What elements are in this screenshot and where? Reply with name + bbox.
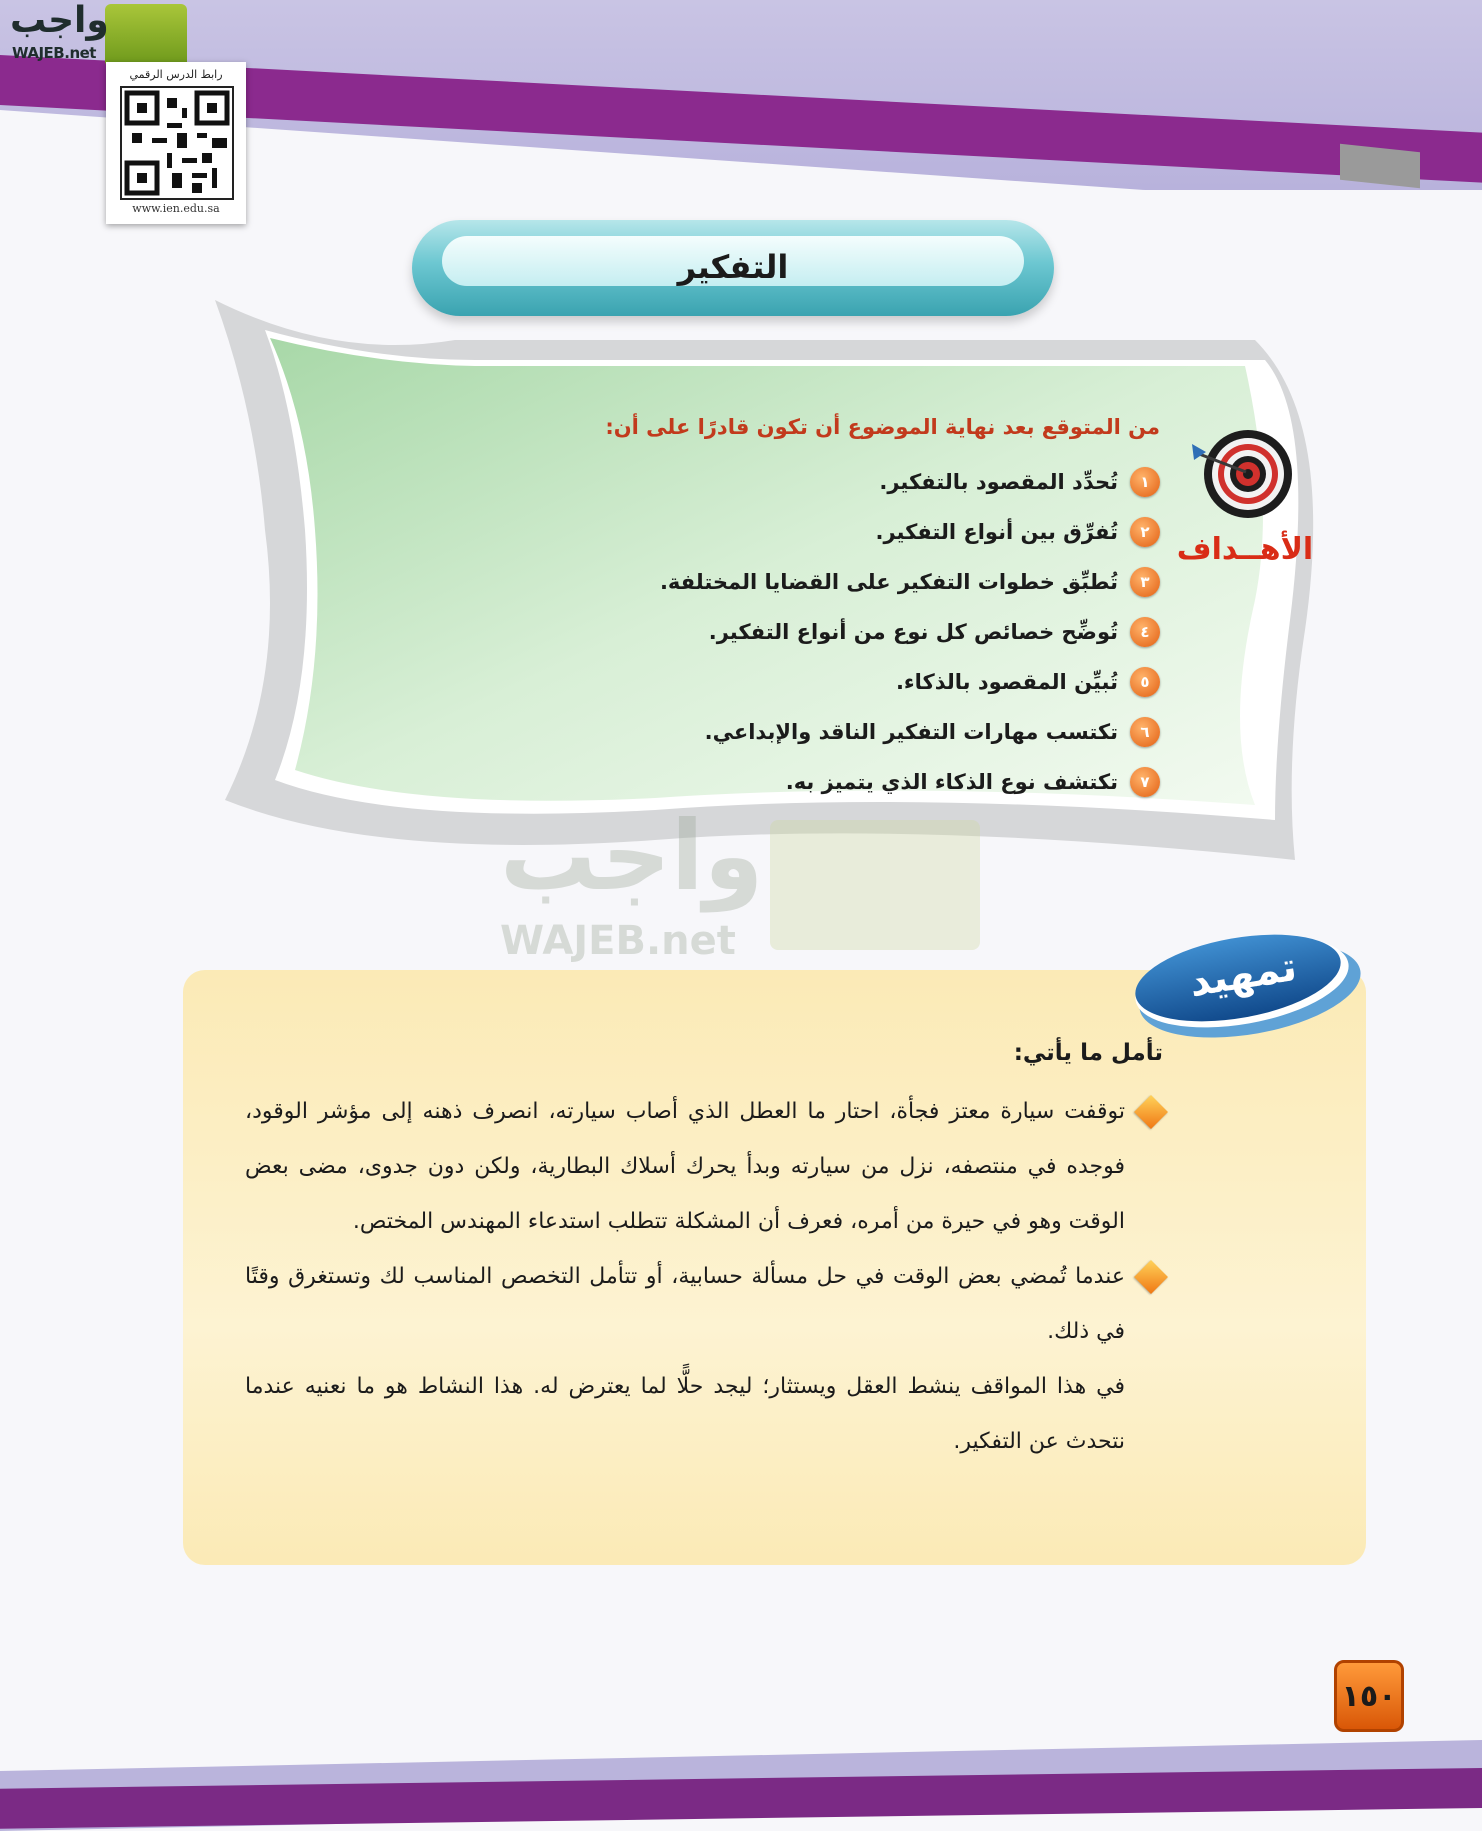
title-banner	[412, 220, 1054, 316]
goal-number-badge: ١	[1130, 467, 1160, 497]
goals-list	[280, 415, 1160, 807]
goals-intro: من المتوقع بعد نهاية الموضوع أن تكون قادرًا على أن:	[605, 415, 1160, 439]
diamond-bullet-icon	[1134, 1260, 1168, 1294]
goal-number-badge: ٥	[1130, 667, 1160, 697]
goal-item	[280, 607, 1160, 657]
intro-heading: تأمل ما يأتي:	[1013, 1040, 1163, 1066]
goal-number-badge: ٢	[1130, 517, 1160, 547]
diamond-bullet-icon	[1134, 1095, 1168, 1129]
watermark-book-icon	[770, 820, 980, 950]
intro-badge-label: تمهيد	[1186, 943, 1300, 1007]
intro-paragraph	[245, 1084, 1163, 1249]
goal-item	[280, 557, 1160, 607]
qr-code-icon[interactable]	[120, 86, 234, 200]
goal-number-badge: ٦	[1130, 717, 1160, 747]
goal-text: تُوضِّح خصائص كل نوع من أنواع التفكير.	[708, 620, 1118, 644]
goal-item	[280, 657, 1160, 707]
page-number: ١٥٠	[1334, 1660, 1404, 1732]
goal-text: تُطبِّق خطوات التفكير على القضايا المختلفة.	[659, 570, 1118, 594]
qr-url: www.ien.edu.sa	[132, 202, 220, 215]
goals-label: الأهــداف	[1176, 532, 1314, 567]
intro-paragraph-text: توقفت سيارة معتز فجأة، احتار ما العطل الذي أصاب سيارته، انصرف ذهنه إلى مؤشر الوقود، فوجده في منتصفه، نزل من سيارته وبدأ يحرك أسلاك البطارية، ولكن دون جدوى، مضى بعض الوقت وهو في حيرة من أمره، فعرف أن المشكلة تتطلب استدعاء المهندس المختص.	[245, 1099, 1125, 1234]
goal-number-badge: ٣	[1130, 567, 1160, 597]
page-title: التفكير	[677, 248, 789, 286]
intro-closing	[245, 1359, 1163, 1469]
goal-item	[280, 707, 1160, 757]
goal-text: تُبيِّن المقصود بالذكاء.	[895, 670, 1118, 694]
qr-card[interactable]	[106, 62, 246, 224]
intro-paragraph	[245, 1249, 1163, 1359]
intro-closing-text: في هذا المواقف ينشط العقل ويستثار؛ ليجد حلًّا لما يعترض له. هذا النشاط هو ما نعنيه عندما نتحدث عن التفكير.	[245, 1374, 1125, 1454]
watermark	[490, 800, 990, 970]
intro-paragraph-text: عندما تُمضي بعض الوقت في حل مسألة حسابية، أو تتأمل التخصص المناسب لك وتستغرق وقتًا في ذلك.	[245, 1264, 1125, 1344]
goal-number-badge: ٧	[1130, 767, 1160, 797]
goal-item	[280, 507, 1160, 557]
qr-label: رابط الدرس الرقمي	[129, 68, 223, 81]
goal-item	[280, 457, 1160, 507]
goal-text: تُحدِّد المقصود بالتفكير.	[879, 470, 1118, 494]
goal-number-badge: ٤	[1130, 617, 1160, 647]
logo-arabic: واجب	[10, 0, 109, 41]
goal-text: تكتشف نوع الذكاء الذي يتميز به.	[785, 770, 1118, 794]
goal-text: تكتسب مهارات التفكير الناقد والإبداعي.	[704, 720, 1118, 744]
dartboard-icon	[1188, 422, 1298, 532]
goal-text: تُفرِّق بين أنواع التفكير.	[875, 520, 1118, 544]
watermark-arabic: واجب	[500, 800, 764, 912]
logo-book-icon	[105, 4, 187, 64]
intro-body	[245, 1040, 1163, 1469]
watermark-english: WAJEB.net	[500, 918, 736, 964]
logo-english: WAJEB.net	[12, 44, 96, 62]
